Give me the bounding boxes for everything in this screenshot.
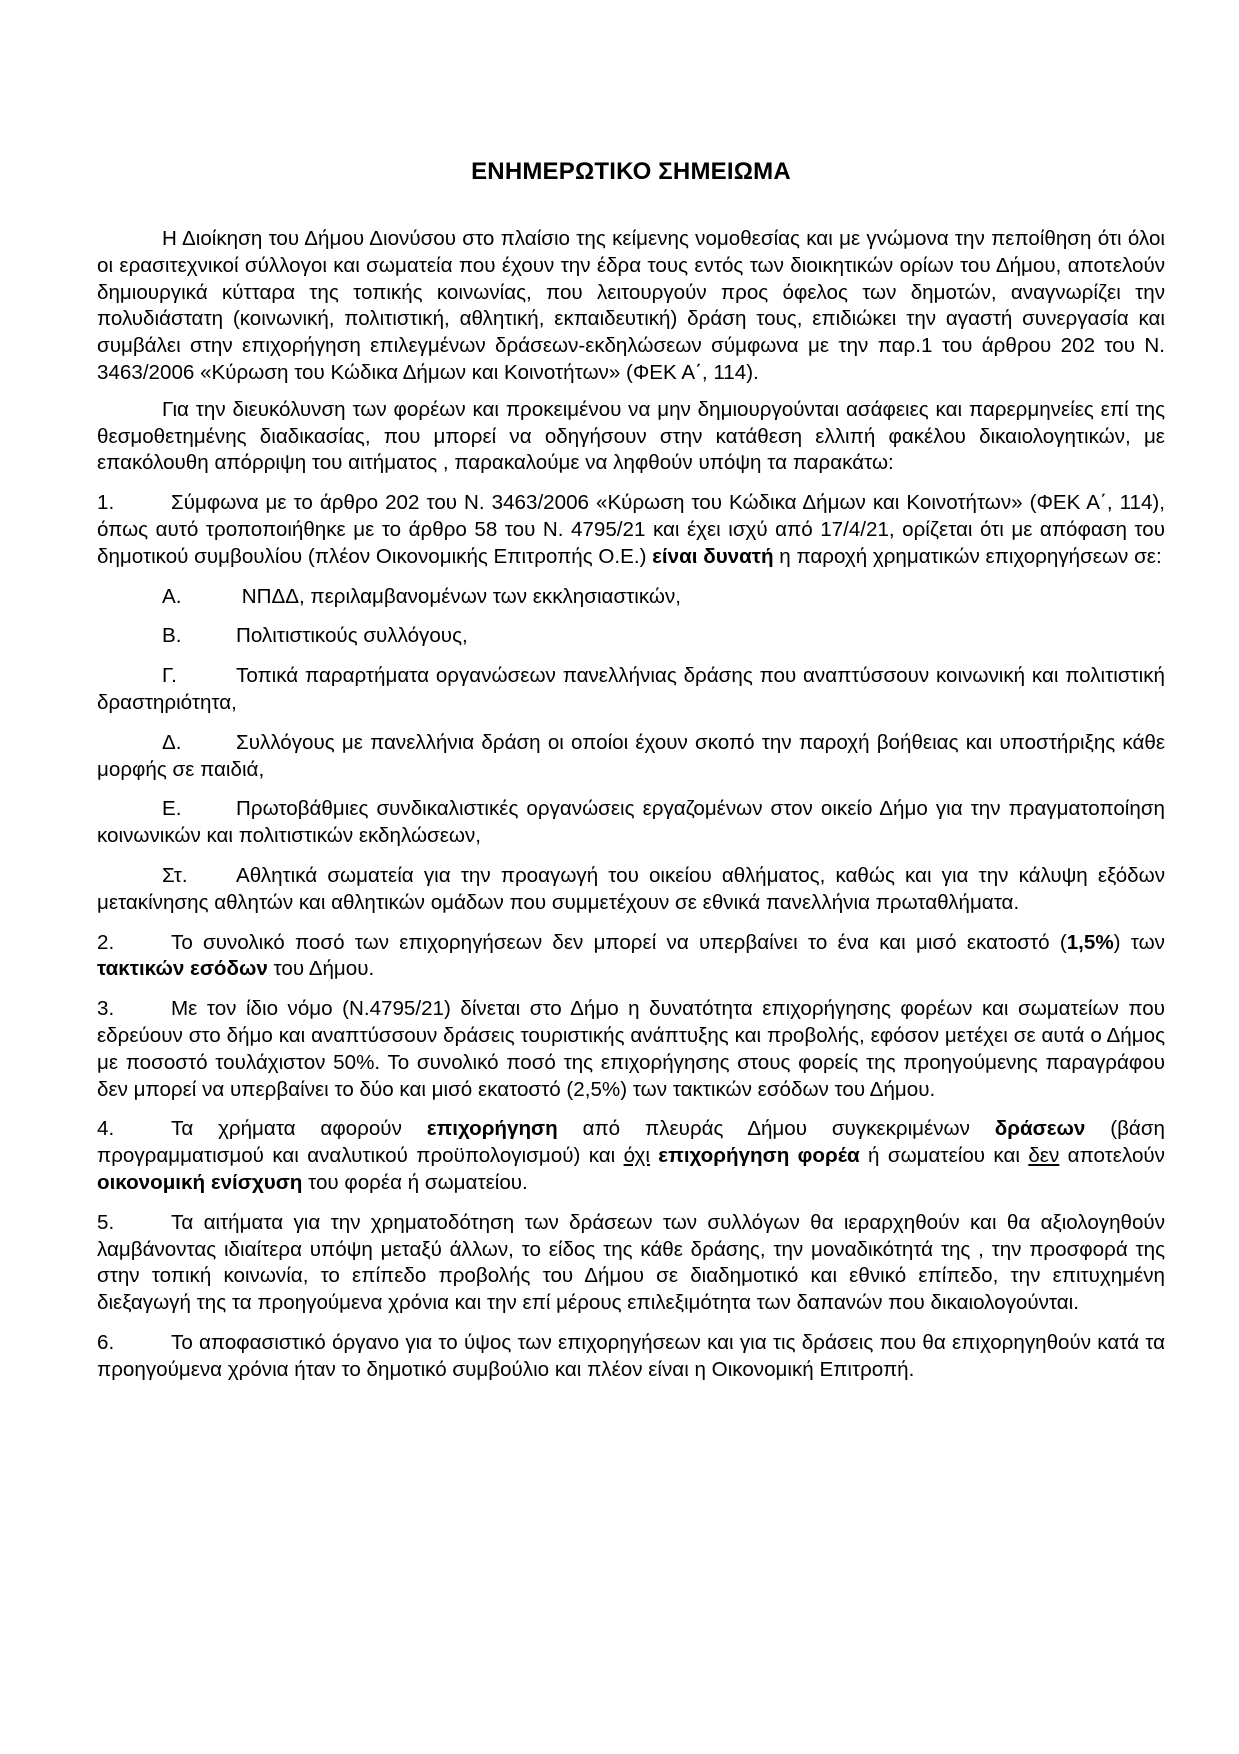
item-text: Σύμφωνα με το άρθρο 202 του Ν. 3463/2006 «Κύρωση του Κώδικα Δήμων και Κοινοτήτων» (ΦΕΚ Α΄, 114), όπως αυτό τροποποιήθηκε με το άρθρο 58 του Ν. 4795/21 και έχει ισχύ από 17/4/21, ορίζεται ότι με απόφαση του δημοτικού συμβουλίου (πλέον Οικονομικής Επιτροπής Ο.Ε.) [97,491,1165,568]
item-number: 2. [97,930,115,954]
item-number: 6. [97,1330,115,1354]
item-text: Με τον ίδιο νόμο (Ν.4795/21) δίνεται στο Δήμο η δυνατότητα επιχορήγησης φορέων και σωματείων που εδρεύουν στο δήμο και αναπτύσσουν δράσεις τουριστικής ανάπτυξης και προβολής, εφόσον μετέχει σε αυτά ο Δήμος με ποσοστό τουλάχιστον 50%. Το συνολικό ποσό της επιχορήγησης στους φορείς της προηγούμενης παραγράφου δεν μπορεί να υπερβαίνει το δύο και μισό εκατοστό (2,5%) των τακτικών εσόδων του Δήμου. [97,997,1165,1101]
underlined-text: δεν [1028,1144,1060,1168]
sub-item-text: Αθλητικά σωματεία για την προαγωγή του οικείου αθλήματος, καθώς και για την κάλυψη εξόδων μετακίνησης αθλητών και αθλητικών ομάδων που συμμετέχουν σε εθνικά πανελλήνια πρωταθλήματα. [97,863,1165,914]
sub-item-b [97,623,1165,650]
sub-item-text: Πρωτοβάθμιες συνδικαλιστικές οργανώσεις εργαζομένων στον οικείο Δήμο για την πραγματοποίηση κοινωνικών και πολιτιστικών εκδηλώσεων, [97,797,1165,848]
item-text: Τα χρήματα αφορούν [171,1117,427,1141]
intro-paragraph-1: Η Διοίκηση του Δήμου Διονύσου στο πλαίσιο της κείμενης νομοθεσίας και με γνώμονα την πεποίθηση ότι όλοι οι ερασιτεχνικοί σύλλογοι και σωματεία που έχουν την έδρα τους εντός των διοικητικών ορίων του Δήμου, αποτελούν δημιουργικά κύτταρα της τοπικής κοινωνίας, που λειτουργούν προς όφελος των δημοτών, αναγνωρίζει την πολυδιάστατη (κοινωνική, πολιτιστική, αθλητική, εκπαιδευτική) δράση τους, επιδιώκει την αγαστή συνεργασία και συμβάλει στην επιχορήγηση επιλεγμένων δράσεων-εκδηλώσεων σύμφωνα με την παρ.1 του άρθρου 202 του Ν. 3463/2006 «Κύρωση του Κώδικα Δήμων και Κοινοτήτων» (ΦΕΚ Α΄, 114). [97,227,1165,384]
item-number: 5. [97,1210,115,1234]
item-number: 1. [97,491,115,515]
sub-item-st [97,863,1165,917]
document-title: ΕΝΗΜΕΡΩΤΙΚΟ ΣΗΜΕΙΩΜΑ [471,158,791,185]
list-item-1 [97,490,1165,570]
sub-item-text: Συλλόγους με πανελλήνια δράση οι οποίοι έχουν σκοπό την παροχή βοήθειας και υποστήριξης κάθε μορφής σε παιδιά, [97,730,1165,781]
item-text: του φορέα ή σωματείου. [302,1170,528,1194]
item-text: Το αποφασιστικό όργανο για το ύψος των επιχορηγήσεων και για τις δράσεις που θα επιχορηγηθούν κατά τα προηγούμενα χρόνια ήταν το δημοτικό συμβούλιο και πλέον είναι η Οικονομική Επιτροπή. [97,1330,1165,1381]
item-text: Το συνολικό ποσό των επιχορηγήσεων δεν μπορεί να υπερβαίνει το ένα και μισό εκατοστό ( [171,930,1067,954]
sub-item-text: Πολιτιστικούς συλλόγους, [236,624,468,648]
item-text: (βάση προγραμματισμού και αναλυτικού προϋπολογισμού) και [97,1117,1166,1168]
bold-text: οικονομική ενίσχυση [97,1170,303,1194]
bold-text: δράσεων [994,1117,1086,1141]
item-text: αποτελούν [1059,1144,1165,1168]
underlined-text: όχι [623,1144,650,1168]
sub-item-label: Β. [162,624,182,648]
sub-item-d [97,730,1165,784]
list-item-2 [97,930,1165,984]
bold-text: επιχορήγηση [426,1117,558,1141]
list-item-4 [97,1116,1165,1196]
item-text: του Δήμου. [267,957,375,981]
sub-item-a [97,584,1165,611]
item-text: Τα αιτήματα για την χρηματοδότηση των δράσεων των συλλόγων θα ιεραρχηθούν και θα αξιολογηθούν λαμβάνοντας ιδιαίτερα υπόψη μεταξύ άλλων, το είδος της κάθε δράσης, την μοναδικότητά της , την προσφορά της στην τοπική κοινωνία, το επίπεδο προβολής του Δήμου σε διαδημοτικό και εθνικό επίπεδο, την επιτυχημένη διεξαγωγή της τα προηγούμενα χρόνια και την επί μέρους επιλεξιμότητα των δαπανών που δικαιολογούνται. [97,1210,1165,1315]
sub-item-text: ΝΠΔΔ, περιλαμβανομένων των εκκλησιαστικών, [236,584,682,608]
list-item-6 [97,1330,1165,1384]
bold-text: επιχορήγηση φορέα [658,1144,860,1168]
sub-item-label: Δ. [162,730,182,754]
bold-text: είναι δυνατή [652,544,774,568]
sub-item-label: Στ. [162,863,188,887]
item-text: ή σωματείου και [859,1144,1029,1168]
bold-text: 1,5% [1066,930,1114,954]
list-item-3 [97,996,1165,1103]
sub-item-c [97,663,1165,717]
sub-item-text: Τοπικά παραρτήματα οργανώσεων πανελλήνιας δράσης που αναπτύσσουν κοινωνική και πολιτιστική δραστηριότητα, [97,664,1165,714]
sub-item-label: Γ. [162,664,177,688]
sub-item-label: Ε. [162,797,182,821]
item-text: ) των [1113,930,1165,954]
item-number: 4. [97,1117,115,1141]
bold-text: τακτικών εσόδων [97,957,268,981]
intro-paragraph-2: Για την διευκόλυνση των φορέων και προκειμένου να μην δημιουργούνται ασάφειες και παρερμηνείες επί της θεσμοθετημένης διαδικασίας, που μπορεί να οδηγήσουν στην κατάθεση ελλιπή φακέλου δικαιολογητικών, με επακόλουθη απόρριψη του αιτήματος , παρακαλούμε να ληφθούν υπόψη τα παρακάτω: [97,397,1165,475]
sub-item-e [97,796,1165,850]
sub-item-label: Α. [162,584,182,608]
item-text: η παροχή χρηματικών επιχορηγήσεων σε: [773,544,1162,568]
item-text: από πλευράς Δήμου συγκεκριμένων [557,1117,995,1141]
item-number: 3. [97,997,115,1021]
list-item-5 [97,1210,1165,1317]
